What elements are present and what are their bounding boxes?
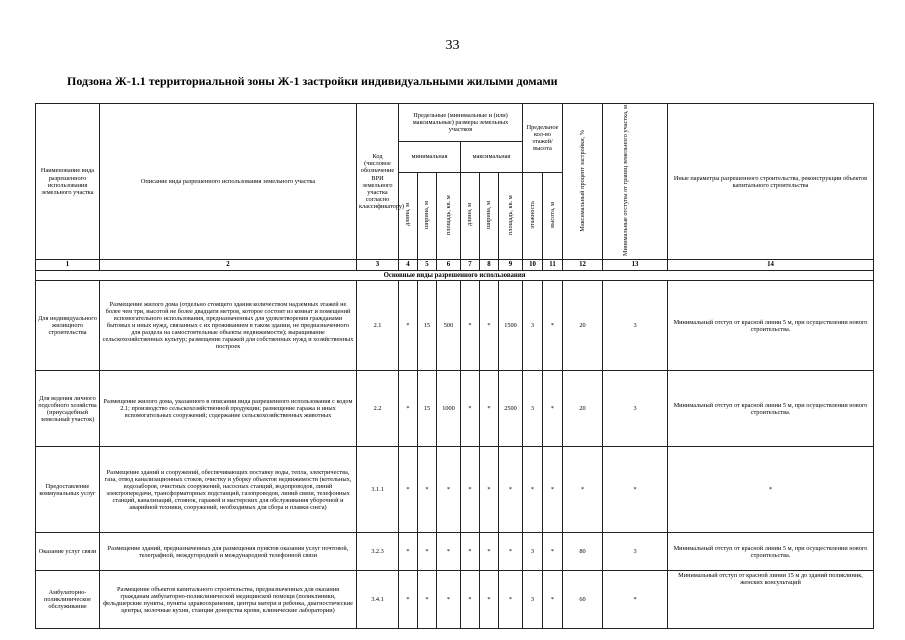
use-name: Амбулаторно-поликлиническое обслуживание [36, 571, 100, 629]
header-percent: Максимальный процент застройки, % [578, 129, 586, 232]
max-length: * [461, 371, 480, 447]
use-description: Размещение зданий, предназначенных для размещения пунктов оказания услуг почтовой, телеграфной, междугородней и международной телефонной связи [100, 533, 357, 571]
max-area: 1500 [499, 281, 523, 371]
col-number: 2 [100, 260, 357, 271]
max-width: * [480, 281, 499, 371]
header-other: Иные параметры разрешенного строительства, реконструкции объектов капитального строительства [668, 104, 874, 260]
min-length: * [399, 571, 418, 629]
header-max-width: ширина, м [485, 200, 493, 229]
min-length: * [399, 447, 418, 533]
max-width: * [480, 571, 499, 629]
max-width: * [480, 533, 499, 571]
use-code: 3.2.3 [357, 533, 399, 571]
table-row [36, 447, 874, 533]
document-title: Подзона Ж-1.1 территориальной зоны Ж-1 застройки индивидуальными жилыми домами [67, 74, 558, 88]
header-floors: Предельное кол-во этажей/ высота [523, 104, 563, 173]
other-params: Минимальный отступ от красной линии 5 м, при осуществлении нового строительства. [668, 281, 874, 371]
max-width: * [480, 447, 499, 533]
header-plot-sizes: Предельные (минимальные и (или) максимальные) размеры земельных участков [399, 104, 523, 142]
min-area: * [437, 571, 461, 629]
floors: 3 [523, 371, 543, 447]
col-number: 4 [399, 260, 418, 271]
header-description: Описание вида разрешенного использования земельного участка [100, 104, 357, 260]
min-width: * [418, 533, 437, 571]
header-height-cell [543, 172, 563, 260]
max-length: * [461, 571, 480, 629]
header-offset-cell [603, 104, 668, 260]
other-params: Минимальный отступ от красной линии 15 м до зданий поликлиник, женских консультаций [668, 571, 874, 629]
min-width: * [418, 571, 437, 629]
table-row [36, 281, 874, 371]
zoning-table [35, 103, 874, 629]
col-number: 8 [480, 260, 499, 271]
max-area: * [499, 571, 523, 629]
max-area: 2500 [499, 371, 523, 447]
floors: 3 [523, 281, 543, 371]
min-length: * [399, 371, 418, 447]
col-number: 5 [418, 260, 437, 271]
col-number: 12 [563, 260, 603, 271]
header-code: Код (числовое обозначение ВРИ земельного участка согласно классификатору) [357, 104, 399, 260]
height: * [543, 571, 563, 629]
build-percent: 20 [563, 281, 603, 371]
min-width: 15 [418, 281, 437, 371]
col-number: 10 [523, 260, 543, 271]
use-description: Размещение объектов капитального строительства, предназначенных для оказания гражданам амбулаторно-поликлинической медицинской помощи (поликлиники, фельдшерские пункты, пункты здравоохранения, центры матери и ребенка, диагностические центры, молочные кухни, станции донорства крови, клинические лаборатории) [100, 571, 357, 629]
table-row [36, 371, 874, 447]
min-width: 15 [418, 371, 437, 447]
other-params: Минимальный отступ от красной линии 5 м, при осуществлении нового строительства. [668, 533, 874, 571]
min-area: 1000 [437, 371, 461, 447]
header-max-length: длина, м [466, 203, 474, 227]
height: * [543, 281, 563, 371]
header-min-length: длина, м [404, 203, 412, 227]
min-length: * [399, 281, 418, 371]
floors: * [523, 447, 543, 533]
min-width: * [418, 447, 437, 533]
col-number: 14 [668, 260, 874, 271]
build-percent: 60 [563, 571, 603, 629]
col-number: 13 [603, 260, 668, 271]
col-number: 11 [543, 260, 563, 271]
min-offset: 3 [603, 533, 668, 571]
use-name: Оказание услуг связи [36, 533, 100, 571]
section-title: Основные виды разрешенного использования [36, 270, 874, 281]
use-name: Предоставление коммунальных услуг [36, 447, 100, 533]
header-max-length-cell [461, 172, 480, 260]
table-row [36, 571, 874, 629]
header-min: минимальная [399, 142, 461, 172]
header-min-width-cell [418, 172, 437, 260]
header-name: Наименование вида разрешенного использования земельного участка [36, 104, 100, 260]
col-number: 6 [437, 260, 461, 271]
header-min-area-cell [437, 172, 461, 260]
use-description: Размещение жилого дома (отдельно стоящего здания количеством надземных этажей не более чем три, высотой не более двадцати метров, которое состоит из комнат и помещений вспомогательного использования, предназначенных для удовлетворения гражданами бытовых и иных нужд, связанных с их проживанием в таком здании, не предназначенного для раздела на самостоятельные объекты недвижимости); выращивание сельскохозяйственных культур; размещение гаражей для собственных нужд и хозяйственных построек [100, 281, 357, 371]
header-row-1 [36, 104, 874, 142]
max-length: * [461, 533, 480, 571]
build-percent: 80 [563, 533, 603, 571]
header-percent-cell [563, 104, 603, 260]
use-code: 2.1 [357, 281, 399, 371]
header-max-width-cell [480, 172, 499, 260]
header-min-width: ширина, м [423, 200, 431, 229]
use-code: 2.2 [357, 371, 399, 447]
use-name: Для ведения личного подсобного хозяйства (приусадебный земельный участок) [36, 371, 100, 447]
use-description: Размещение жилого дома, указанного в описании вида разрешенного использования с кодом 2.1; производство сельскохозяйственной продукции; размещение гаража и иных вспомогательных сооружений; содержание сельскохозяйственных животных [100, 371, 357, 447]
build-percent: * [563, 447, 603, 533]
min-offset: 3 [603, 281, 668, 371]
col-number: 7 [461, 260, 480, 271]
min-length: * [399, 533, 418, 571]
table-row [36, 533, 874, 571]
use-name: Для индивидуального жилищного строительства [36, 281, 100, 371]
max-area: * [499, 533, 523, 571]
min-offset: * [603, 571, 668, 629]
header-height: высота, м [548, 201, 556, 228]
header-floors-count: этажность [528, 200, 536, 229]
min-offset: 3 [603, 371, 668, 447]
header-max-area-cell [499, 172, 523, 260]
min-area: 500 [437, 281, 461, 371]
col-number: 3 [357, 260, 399, 271]
header-max-area: площадь, кв. м [506, 194, 514, 235]
use-description: Размещение зданий и сооружений, обеспечивающих поставку воды, тепла, электричества, газа, отвод канализационных стоков, очистку и уборку объектов недвижимости (котельных, водозаборов, очистных сооружений, насосных станций, водопроводов, линий электропередачи, трансформаторных подстанций, газопроводов, линий связи, телефонных станций, канализаций, стоянок, гаражей и мастерских для обслуживания уборочной и аварийной техники, сооружений, необходимых для сбора и плавки снега) [100, 447, 357, 533]
min-area: * [437, 447, 461, 533]
header-offset: Минимальные отступы от границ земельного участка, м [622, 105, 630, 257]
use-code: 3.1.1 [357, 447, 399, 533]
height: * [543, 533, 563, 571]
min-area: * [437, 533, 461, 571]
max-area: * [499, 447, 523, 533]
height: * [543, 371, 563, 447]
height: * [543, 447, 563, 533]
other-params: * [668, 447, 874, 533]
header-min-area: площадь, кв. м [444, 194, 452, 235]
max-length: * [461, 281, 480, 371]
page-number: 33 [445, 38, 460, 53]
header-floors-count-cell [523, 172, 543, 260]
col-number: 1 [36, 260, 100, 271]
other-params: Минимальный отступ от красной линии 5 м, при осуществлении нового строительства. [668, 371, 874, 447]
max-width: * [480, 371, 499, 447]
column-numbers-row [36, 260, 874, 271]
build-percent: 20 [563, 371, 603, 447]
col-number: 9 [499, 260, 523, 271]
min-offset: * [603, 447, 668, 533]
header-min-length-cell [399, 172, 418, 260]
max-length: * [461, 447, 480, 533]
header-max: максимальная [461, 142, 523, 172]
floors: 3 [523, 533, 543, 571]
section-row [36, 270, 874, 281]
floors: 3 [523, 571, 543, 629]
use-code: 3.4.1 [357, 571, 399, 629]
